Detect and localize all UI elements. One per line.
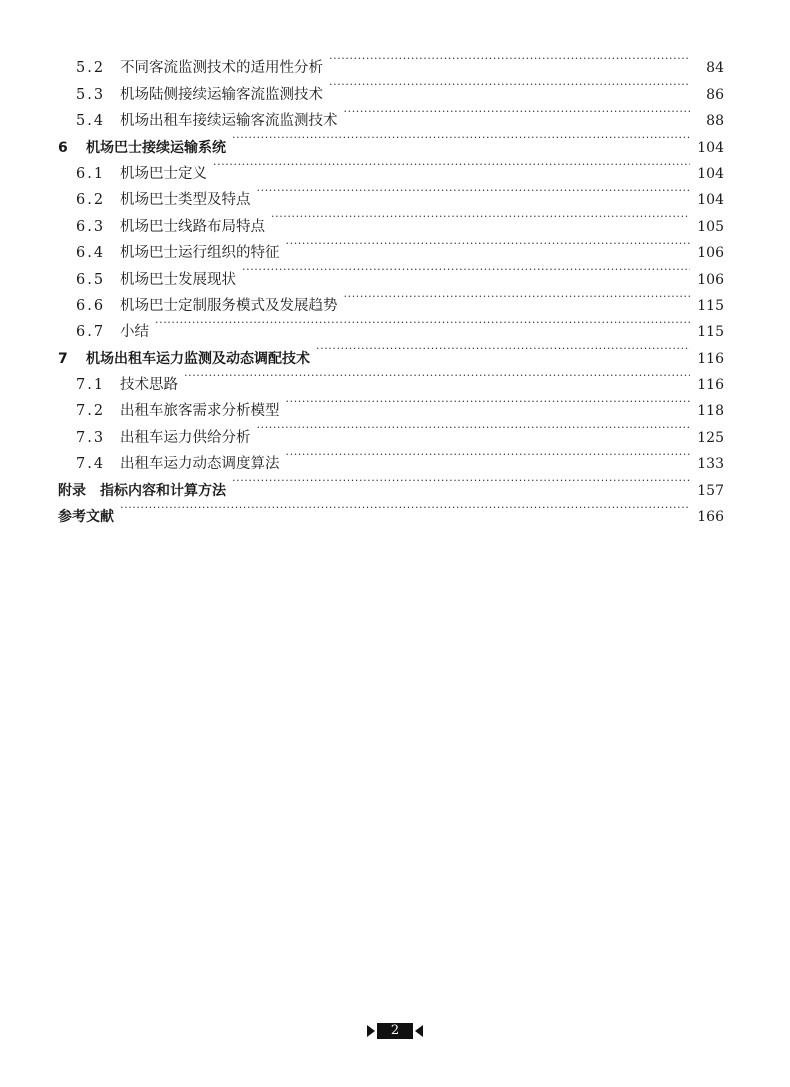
toc-entry-number: 5.4 <box>76 113 106 130</box>
toc-entry-title: 出租车运力动态调度算法 <box>120 456 280 473</box>
dot-leader <box>257 415 691 441</box>
dot-leader <box>213 152 690 178</box>
toc-entry-page: 105 <box>697 218 724 235</box>
dot-leader <box>120 495 690 521</box>
toc-entry-title: 技术思路 <box>120 377 178 394</box>
toc-entry-title: 出租车旅客需求分析模型 <box>120 403 280 420</box>
toc-entry-number: 6.1 <box>76 165 106 182</box>
toc-entry-page: 125 <box>697 429 724 446</box>
toc-entry-page: 88 <box>706 113 724 130</box>
toc-entry-page: 166 <box>697 509 724 526</box>
toc-entry-number: 7 <box>58 350 70 367</box>
toc-entry-page: 106 <box>697 271 724 288</box>
toc-entry-number: 6.5 <box>76 271 106 288</box>
toc-entry-title: 机场巴士发展现状 <box>120 271 236 288</box>
toc-entry-page: 116 <box>697 377 724 394</box>
dot-leader <box>271 204 690 230</box>
toc-entry-title: 机场巴士定义 <box>120 165 207 182</box>
toc-entry-page: 118 <box>697 403 724 420</box>
toc-entry-title: 机场巴士定制服务模式及发展趋势 <box>120 297 338 314</box>
toc-entry-title: 机场巴士类型及特点 <box>120 192 251 209</box>
arrow-left-icon <box>415 1025 423 1037</box>
dot-leader <box>344 284 691 310</box>
toc-entry-title: 机场陆侧接续运输客流监测技术 <box>120 86 323 103</box>
toc-entry-title: 附录 指标内容和计算方法 <box>58 482 226 499</box>
dot-leader <box>242 257 690 283</box>
toc-entry-page: 157 <box>697 482 724 499</box>
page-footer <box>0 1023 790 1041</box>
toc-section-entry[interactable] <box>58 310 724 341</box>
toc-entry-title: 机场巴士接续运输系统 <box>86 139 226 156</box>
toc-entry-number: 6 <box>58 139 70 156</box>
dot-leader <box>286 389 691 415</box>
arrow-right-icon <box>367 1025 375 1037</box>
toc-entry-number: 6.7 <box>76 324 106 341</box>
toc-entry-page: 115 <box>697 297 724 314</box>
toc-entry-number: 6.4 <box>76 245 106 262</box>
toc-entry-page: 84 <box>706 60 724 77</box>
toc-entry-page: 104 <box>697 165 724 182</box>
dot-leader <box>286 442 691 468</box>
toc-entry-number: 7.3 <box>76 429 106 446</box>
page-number: 2 <box>377 1023 413 1039</box>
toc-entry-page: 104 <box>697 139 724 156</box>
dot-leader <box>344 99 691 125</box>
toc-chapter-entry[interactable] <box>58 336 724 367</box>
dot-leader <box>232 468 690 494</box>
dot-leader <box>232 125 690 151</box>
toc-entry-page: 115 <box>697 324 724 341</box>
toc-entry-number: 7.4 <box>76 456 106 473</box>
toc-entry-page: 104 <box>697 192 724 209</box>
toc-entry-page: 133 <box>697 456 724 473</box>
toc-section-entry[interactable] <box>58 46 724 77</box>
toc-chapter-entry[interactable] <box>58 495 724 526</box>
toc-entry-title: 参考文献 <box>58 509 114 526</box>
toc-entry-page: 106 <box>697 245 724 262</box>
toc-entry-title: 小结 <box>120 324 149 341</box>
toc-entry-number: 6.3 <box>76 218 106 235</box>
toc-entry-title: 不同客流监测技术的适用性分析 <box>120 60 323 77</box>
dot-leader <box>257 178 691 204</box>
dot-leader <box>316 336 690 362</box>
dot-leader <box>329 72 690 98</box>
toc-entry-page: 116 <box>697 350 724 367</box>
toc-entry-title: 机场出租车运力监测及动态调配技术 <box>86 350 310 367</box>
toc-entry-title: 出租车运力供给分析 <box>120 429 251 446</box>
toc-entry-title: 机场巴士线路布局特点 <box>120 218 265 235</box>
table-of-contents <box>58 46 724 526</box>
toc-entry-title: 机场巴士运行组织的特征 <box>120 245 280 262</box>
toc-entry-page: 86 <box>706 86 724 103</box>
toc-entry-number: 6.2 <box>76 192 106 209</box>
toc-entry-title: 机场出租车接续运输客流监测技术 <box>120 113 338 130</box>
toc-entry-number: 5.2 <box>76 60 106 77</box>
dot-leader <box>329 46 690 72</box>
dot-leader <box>286 231 691 257</box>
toc-entry-number: 6.6 <box>76 297 106 314</box>
dot-leader <box>155 310 690 336</box>
toc-entry-number: 7.2 <box>76 403 106 420</box>
dot-leader <box>184 363 690 389</box>
toc-entry-number: 7.1 <box>76 377 106 394</box>
toc-entry-number: 5.3 <box>76 86 106 103</box>
